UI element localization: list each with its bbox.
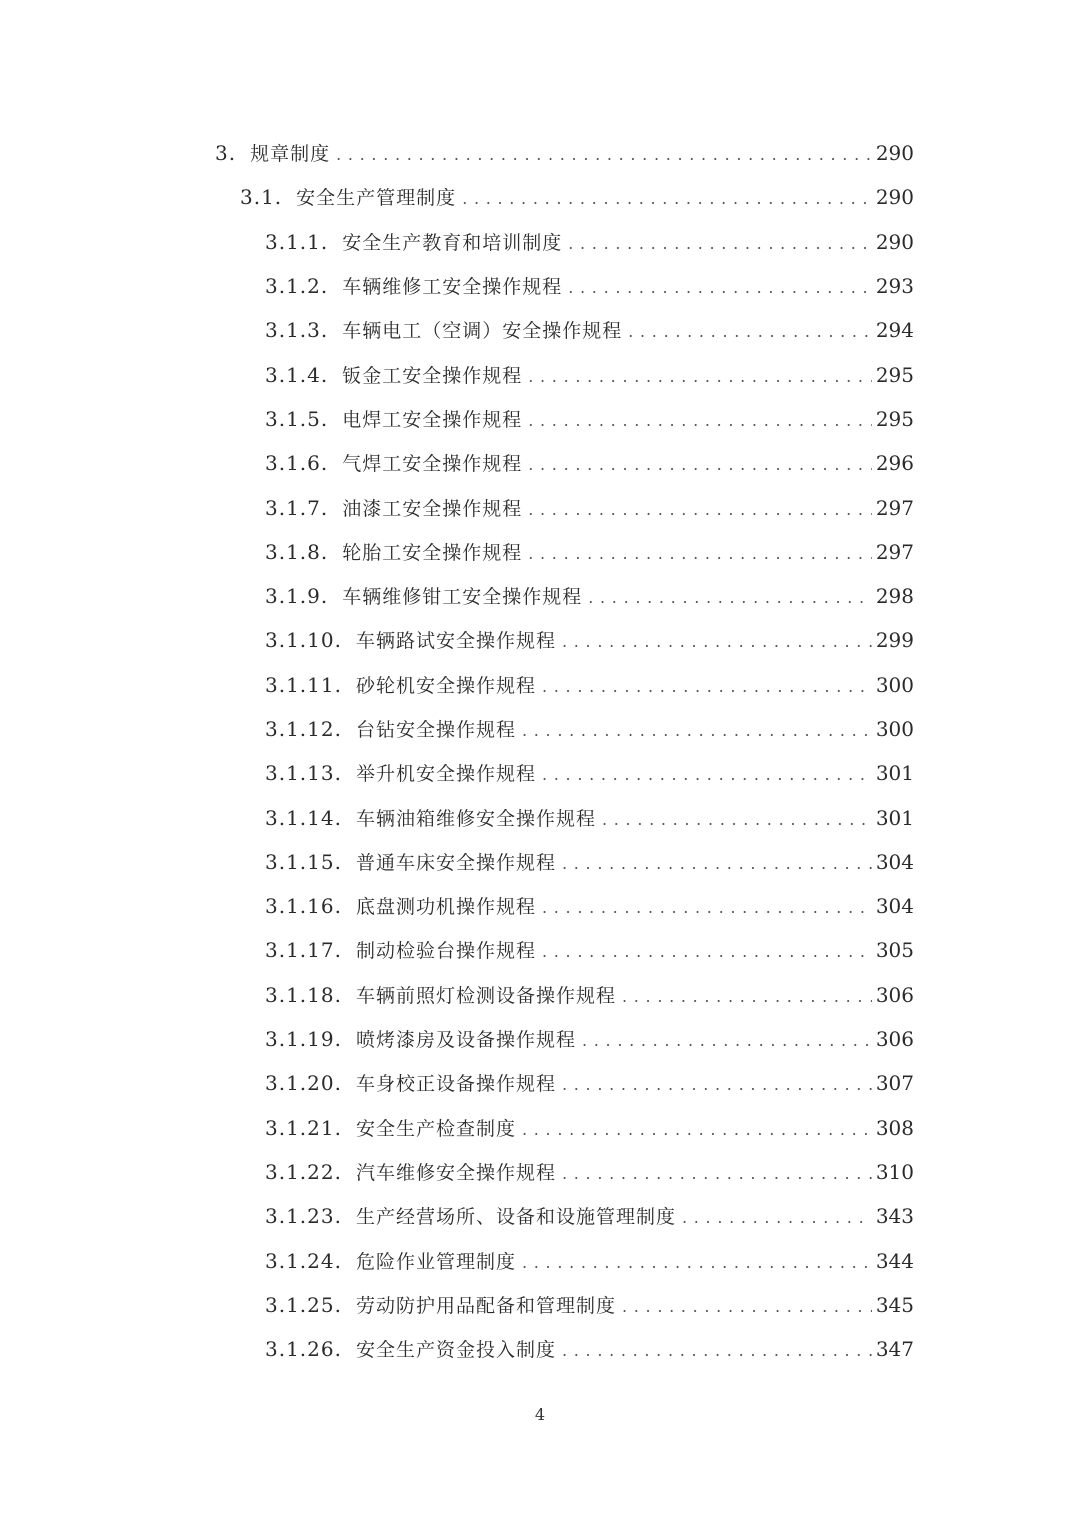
toc-entry-number: 3.1.22. — [265, 1159, 342, 1184]
toc-entry-title: 安全生产检查制度 — [355, 1117, 516, 1140]
toc-entry[interactable] — [0, 796, 1080, 840]
toc-entry-title: 劳动防护用品配备和管理制度 — [355, 1294, 616, 1317]
toc-entry-page: 300 — [875, 672, 914, 697]
toc-entry-page: 297 — [875, 495, 914, 520]
toc-dot-leader — [588, 576, 872, 620]
toc-entry-title: 底盘测功机操作规程 — [355, 896, 536, 919]
toc-dot-leader — [522, 1241, 872, 1285]
toc-dot-leader — [568, 266, 872, 310]
toc-entry[interactable] — [0, 619, 1080, 663]
toc-dot-leader — [568, 222, 872, 266]
toc-entry-number: 3.1.26. — [265, 1337, 342, 1362]
toc-entry-page: 293 — [875, 274, 914, 299]
toc-entry-number: 3.1.21. — [265, 1115, 342, 1140]
toc-entry-number: 3.1.7. — [265, 495, 329, 520]
toc-entry-number: 3.1.11. — [265, 672, 342, 697]
toc-dot-leader — [542, 886, 872, 930]
toc-entry[interactable] — [0, 442, 1080, 486]
toc-dot-leader — [628, 310, 872, 354]
toc-entry-number: 3.1. — [240, 185, 283, 210]
toc-entry-number: 3.1.16. — [265, 894, 342, 919]
toc-entry-title: 汽车维修安全操作规程 — [355, 1161, 556, 1184]
toc-dot-leader — [562, 1329, 872, 1373]
toc-entry-page: 296 — [875, 451, 914, 476]
toc-entry-number: 3. — [215, 141, 237, 166]
toc-entry[interactable] — [0, 265, 1080, 309]
toc-entry-title: 车辆维修钳工安全操作规程 — [342, 586, 583, 609]
toc-entry-page: 343 — [875, 1204, 914, 1229]
toc-entry[interactable] — [0, 1328, 1080, 1372]
toc-entry-title: 气焊工安全操作规程 — [342, 453, 523, 476]
toc-entry-number: 3.1.23. — [265, 1204, 342, 1229]
toc-entry-number: 3.1.1. — [265, 229, 329, 254]
toc-dot-leader — [622, 1285, 872, 1329]
toc-entry-number: 3.1.15. — [265, 849, 342, 874]
toc-entry[interactable] — [0, 575, 1080, 619]
toc-dot-leader — [562, 842, 872, 886]
toc-entry-page: 305 — [875, 938, 914, 963]
toc-entry-number: 3.1.24. — [265, 1248, 342, 1273]
toc-dot-leader — [582, 1019, 872, 1063]
toc-entry[interactable] — [0, 1195, 1080, 1239]
toc-entry[interactable] — [0, 176, 1080, 220]
toc-entry-page: 290 — [875, 229, 914, 254]
toc-entry-title: 钣金工安全操作规程 — [342, 364, 523, 387]
toc-entry-page: 304 — [875, 849, 914, 874]
toc-dot-leader — [528, 532, 872, 576]
toc-entry-page: 347 — [875, 1337, 914, 1362]
toc-entry-number: 3.1.19. — [265, 1027, 342, 1052]
toc-entry-page: 301 — [875, 761, 914, 786]
toc-entry[interactable] — [0, 132, 1080, 176]
toc-entry[interactable] — [0, 1151, 1080, 1195]
toc-entry-number: 3.1.4. — [265, 362, 329, 387]
toc-entry[interactable] — [0, 353, 1080, 397]
toc-entry[interactable] — [0, 664, 1080, 708]
toc-entry-page: 306 — [875, 982, 914, 1007]
toc-entry[interactable] — [0, 708, 1080, 752]
toc-entry[interactable] — [0, 1284, 1080, 1328]
toc-entry[interactable] — [0, 309, 1080, 353]
toc-entry-title: 车辆电工（空调）安全操作规程 — [342, 320, 623, 343]
toc-entry-page: 295 — [875, 362, 914, 387]
toc-entry[interactable] — [0, 221, 1080, 265]
toc-dot-leader — [562, 1063, 872, 1107]
toc-dot-leader — [522, 1108, 872, 1152]
toc-entry-title: 砂轮机安全操作规程 — [355, 674, 536, 697]
toc-entry-number: 3.1.6. — [265, 451, 329, 476]
toc-entry-number: 3.1.9. — [265, 584, 329, 609]
toc-dot-leader — [562, 1152, 872, 1196]
toc-entry-title: 台钻安全操作规程 — [355, 719, 516, 741]
toc-entry-title: 普通车床安全操作规程 — [355, 851, 556, 874]
toc-dot-leader — [682, 1196, 872, 1240]
toc-entry[interactable] — [0, 841, 1080, 885]
toc-entry-page: 299 — [875, 628, 914, 653]
toc-entry-number: 3.1.2. — [265, 274, 329, 299]
toc-entry-title: 安全生产教育和培训制度 — [342, 231, 563, 254]
page-number: 4 — [534, 1405, 546, 1424]
toc-entry-page: 304 — [875, 894, 914, 919]
toc-entry-title: 危险作业管理制度 — [355, 1250, 516, 1273]
toc-entry-title: 制动检验台操作规程 — [355, 940, 536, 963]
toc-entry[interactable] — [0, 1107, 1080, 1151]
toc-entry-page: 294 — [875, 318, 914, 343]
toc-entry-number: 3.1.8. — [265, 539, 329, 564]
toc-entry-number: 3.1.5. — [265, 406, 329, 431]
toc-entry[interactable] — [0, 1062, 1080, 1106]
toc-dot-leader — [528, 355, 872, 399]
toc-entry-page: 344 — [875, 1248, 914, 1273]
toc-entry[interactable] — [0, 531, 1080, 575]
toc-entry[interactable] — [0, 1239, 1080, 1283]
toc-entry-title: 车辆前照灯检测设备操作规程 — [355, 984, 616, 1007]
toc-dot-leader — [562, 620, 872, 664]
toc-entry[interactable] — [0, 929, 1080, 973]
toc-entry-title: 油漆工安全操作规程 — [342, 497, 523, 520]
toc-entry-number: 3.1.25. — [265, 1292, 342, 1317]
toc-entry-page: 310 — [875, 1159, 914, 1184]
toc-entry-page: 300 — [875, 717, 914, 741]
toc-entry-title: 车身校正设备操作规程 — [355, 1073, 556, 1096]
toc-entry-number: 3.1.3. — [265, 318, 329, 343]
toc-entry-page: 290 — [875, 141, 914, 166]
toc-entry-title: 举升机安全操作规程 — [355, 763, 536, 786]
toc-dot-leader — [522, 709, 872, 753]
toc-entry-number: 3.1.10. — [265, 628, 342, 653]
toc-dot-leader — [542, 930, 872, 974]
toc-entry[interactable] — [0, 1018, 1080, 1062]
table-of-contents — [0, 132, 1080, 1372]
toc-entry-page: 345 — [875, 1292, 914, 1317]
toc-entry-title: 车辆路试安全操作规程 — [355, 630, 556, 653]
toc-entry[interactable] — [0, 752, 1080, 796]
toc-entry-number: 3.1.17. — [265, 938, 342, 963]
toc-entry-page: 290 — [875, 185, 914, 210]
toc-entry-page: 308 — [875, 1115, 914, 1140]
toc-dot-leader — [462, 177, 872, 221]
toc-dot-leader — [528, 488, 872, 532]
toc-entry-title: 轮胎工安全操作规程 — [342, 541, 523, 564]
toc-entry-page: 295 — [875, 406, 914, 431]
toc-dot-leader — [542, 753, 872, 797]
toc-entry-page: 307 — [875, 1071, 914, 1096]
toc-entry-title: 安全生产资金投入制度 — [355, 1339, 556, 1362]
toc-entry-title: 规章制度 — [250, 143, 331, 166]
toc-entry-title: 安全生产管理制度 — [296, 187, 457, 210]
toc-dot-leader — [602, 798, 872, 842]
toc-entry-number: 3.1.12. — [265, 717, 342, 741]
toc-entry-page: 301 — [875, 805, 914, 830]
toc-entry-title: 电焊工安全操作规程 — [342, 408, 523, 431]
toc-entry-title: 生产经营场所、设备和设施管理制度 — [355, 1206, 676, 1229]
toc-entry-number: 3.1.14. — [265, 805, 342, 830]
toc-dot-leader — [528, 443, 872, 487]
toc-entry[interactable] — [0, 885, 1080, 929]
toc-entry-number: 3.1.13. — [265, 761, 342, 786]
toc-entry-title: 车辆油箱维修安全操作规程 — [355, 807, 596, 830]
toc-entry[interactable] — [0, 974, 1080, 1018]
toc-dot-leader — [622, 975, 872, 1019]
toc-entry-title: 车辆维修工安全操作规程 — [342, 276, 563, 299]
toc-entry-title: 喷烤漆房及设备操作规程 — [355, 1029, 576, 1052]
toc-entry-page: 297 — [875, 539, 914, 564]
toc-entry-number: 3.1.20. — [265, 1071, 342, 1096]
toc-entry-page: 306 — [875, 1027, 914, 1052]
toc-dot-leader — [336, 133, 872, 177]
toc-dot-leader — [542, 665, 872, 709]
toc-dot-leader — [528, 399, 872, 443]
toc-entry[interactable] — [0, 398, 1080, 442]
toc-entry-page: 298 — [875, 584, 914, 609]
toc-entry-number: 3.1.18. — [265, 982, 342, 1007]
toc-entry[interactable] — [0, 486, 1080, 530]
